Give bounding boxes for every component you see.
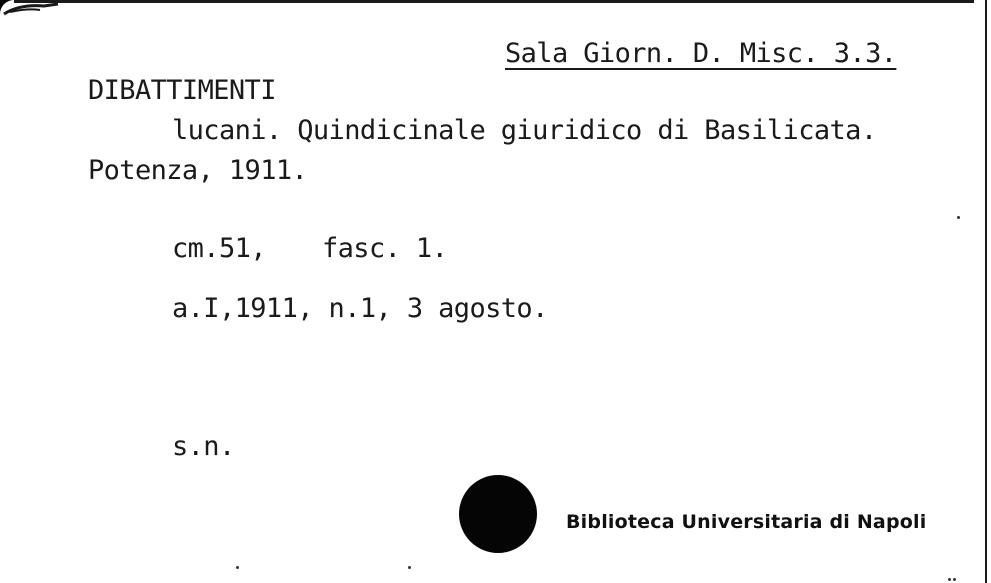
paper-speck — [408, 566, 411, 569]
holdings-line: a.I,1911, n.1, 3 agosto. — [172, 293, 548, 324]
library-stamp-name: Biblioteca Universitaria di Napoli — [566, 511, 927, 533]
corner-scratch-mark — [0, 0, 70, 30]
shelfmark: Sala Giorn. D. Misc. 3.3. — [505, 38, 897, 69]
paper-speck — [957, 216, 960, 219]
title-line: lucani. Quindicinale giuridico di Basilicata. — [172, 115, 877, 146]
paper-speck — [236, 566, 239, 569]
library-stamp-dot — [459, 475, 537, 553]
imprint-line: Potenza, 1911. — [88, 155, 308, 186]
paper-speck — [948, 578, 951, 581]
card-heading: DIBATTIMENTI — [88, 75, 276, 106]
physical-size: cm.51, — [172, 233, 266, 264]
card-right-edge — [985, 0, 991, 583]
fascicle-count: fasc. 1. — [322, 233, 448, 264]
note-line: s.n. — [172, 431, 235, 462]
card-top-edge — [14, 0, 974, 3]
paper-speck — [953, 578, 956, 581]
